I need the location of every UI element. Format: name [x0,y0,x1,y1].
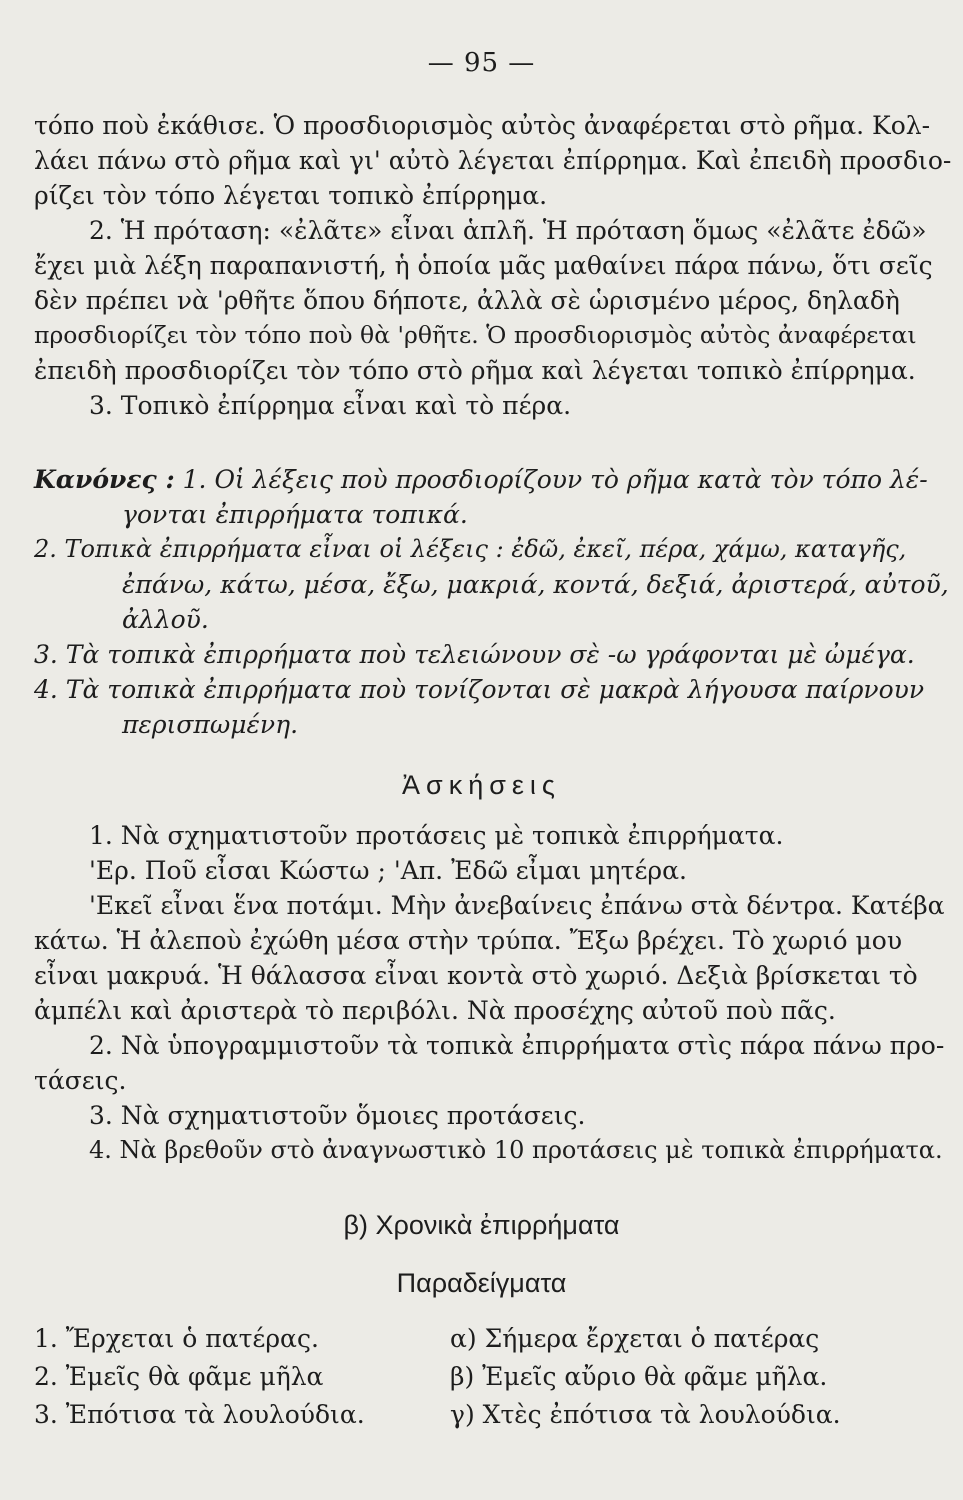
text-line: τόπο ποὺ ἐκάθισε. Ὁ προσδιορισμὸς αὐτὸς ἀναφέρεται στὸ ρῆμα. Κολ- [34,111,931,140]
example-line: 3. Ἐπότισα τὰ λουλούδια. [34,1400,365,1429]
exercise-line: εἶναι μακρυά. Ἡ θάλασσα εἶναι κοντὰ στὸ χωριό. Δεξιὰ βρίσκεται τὸ [34,961,918,990]
example-line: α) Σήμερα ἔρχεται ὁ πατέρας [450,1324,820,1353]
rule-line: ἐπάνω, κάτω, μέσα, ἔξω, μακριά, κοντά, δεξιά, ἀριστερά, αὐτοῦ, [122,570,949,599]
example-line: 2. Ἐμεῖς θὰ φᾶμε μῆλα [34,1362,324,1391]
rule-line: περισπωμένη. [122,710,299,739]
paragraph-block-intro [34,108,952,423]
exercise-line: 2. Νὰ ὑπογραμμιστοῦν τὰ τοπικὰ ἐπιρρήματα στὶς πάρα πάνω προ- [89,1031,945,1060]
example-line: 1. Ἔρχεται ὁ πατέρας. [34,1324,319,1353]
exercises-heading: Ἀσκήσεις [402,770,561,800]
exercise-line: 'Εκεῖ εἶναι ἕνα ποτάμι. Μὴν ἀνεβαίνεις ἐπάνω στὰ δέντρα. Κατέβα [89,891,945,920]
rules-block [34,462,949,742]
example-line: β) Ἐμεῖς αὔριο θὰ φᾶμε μῆλα. [450,1362,828,1391]
text-line: προσδιορίζει τὸν τόπο ποὺ θὰ 'ρθῆτε. Ὁ προσδιορισμὸς αὐτὸς ἀναφέρεται [34,321,917,349]
text-line: 2. Ἡ πρόταση: «ἐλᾶτε» εἶναι ἁπλῆ. Ἡ πρόταση ὅμως «ἐλᾶτε ἐδῶ» [89,216,927,245]
exercise-line: ἀμπέλι καὶ ἀριστερὰ τὸ περιβόλι. Νὰ προσέχης αὐτοῦ ποὺ πᾶς. [34,996,836,1025]
exercise-line: τάσεις. [34,1066,127,1095]
example-line: γ) Χτὲς ἐπότισα τὰ λουλούδια. [450,1400,841,1429]
rule-line: 1. Οἱ λέξεις ποὺ προσδιορίζουν τὸ ρῆμα κατὰ τὸν τόπο λέ- [182,465,928,494]
rule-line: 4. Τὰ τοπικὰ ἐπιρρήματα ποὺ τονίζονται σὲ μακρὰ λήγουσα παίρνουν [34,675,925,704]
exercises-block [34,818,945,1168]
text-line: ἔχει μιὰ λέξη παραπανιστή, ἡ ὁποία μᾶς μαθαίνει πάρα πάνω, ὅτι σεῖς [34,251,933,280]
text-line: λάει πάνω στὸ ρῆμα καὶ γι' αὐτὸ λέγεται ἐπίρρημα. Καὶ ἐπειδὴ προσδιο- [34,146,952,175]
text-line: ρίζει τὸν τόπο λέγεται τοπικὸ ἐπίρρημα. [34,181,548,210]
exercise-line: 4. Νὰ βρεθοῦν στὸ ἀναγνωστικὸ 10 προτάσεις μὲ τοπικὰ ἐπιρρήματα. [89,1136,943,1164]
text-line: ἐπειδὴ προσδιορίζει τὸν τόπο στὸ ρῆμα καὶ λέγεται τοπικὸ ἐπίρρημα. [34,356,916,385]
rule-line: γονται ἐπιρρήματα τοπικά. [122,500,468,529]
examples-left-column [34,1320,365,1434]
rule-line: 2. Τοπικὰ ἐπιρρήματα εἶναι οἱ λέξεις : ἐδῶ, ἐκεῖ, πέρα, χάμω, καταγῆς, [34,535,907,563]
page-number: — 95 — [427,48,536,78]
exercise-line: κάτω. Ἡ ἀλεποὺ ἐχώθη μέσα στὴν τρύπα. Ἔξω βρέχει. Τὸ χωριό μου [34,926,903,955]
text-line: δὲν πρέπει νὰ 'ρθῆτε ὅπου δήποτε, ἀλλὰ σὲ ὡρισμένο μέρος, δηλαδὴ [34,286,900,315]
text-line: 3. Τοπικὸ ἐπίρρημα εἶναι καὶ τὸ πέρα. [89,391,572,420]
rule-line: ἀλλοῦ. [122,605,209,634]
examples-right-column [450,1320,841,1434]
exercise-line: 3. Νὰ σχηματιστοῦν ὅμοιες προτάσεις. [89,1101,586,1130]
rule-line: 3. Τὰ τοπικὰ ἐπιρρήματα ποὺ τελειώνουν σὲ -ω γράφονται μὲ ὠμέγα. [34,640,915,669]
subsection-heading: β) Χρονικὰ ἐπιρρήματα [343,1210,620,1240]
exercise-line: 'Ερ. Ποῦ εἶσαι Κώστω ; 'Απ. Ἐδῶ εἶμαι μητέρα. [89,856,687,885]
examples-heading: Παραδείγματα [396,1268,567,1298]
rules-label: Κανόνες : [34,465,175,494]
exercise-line: 1. Νὰ σχηματιστοῦν προτάσεις μὲ τοπικὰ ἐπιρρήματα. [89,821,784,850]
